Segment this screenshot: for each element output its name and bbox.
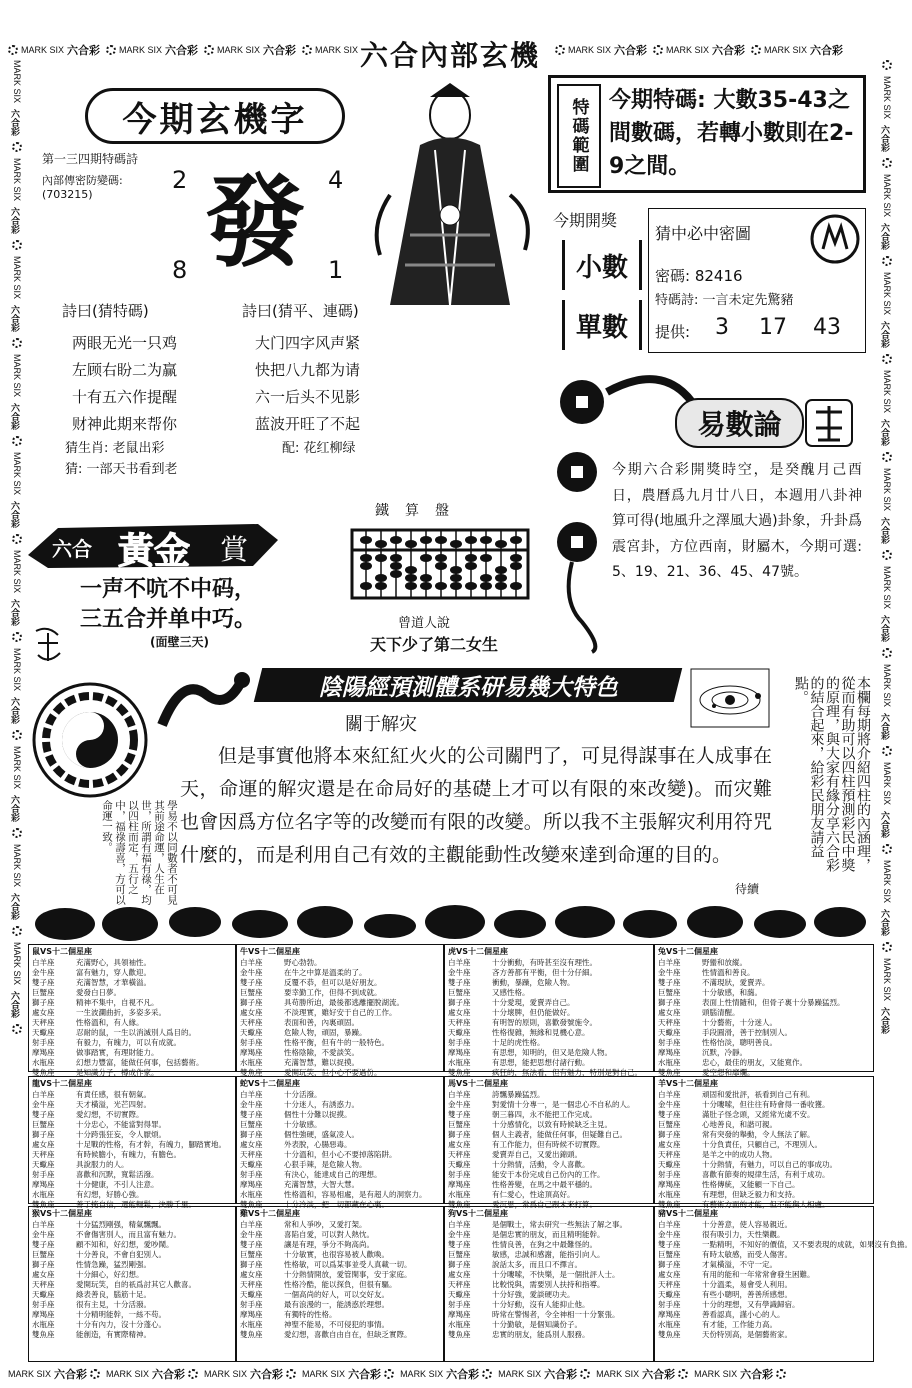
code-label: 密碼: 82416 bbox=[655, 267, 743, 285]
flower-icon bbox=[12, 240, 22, 250]
feature-side-left: 學易不以同數者不可見其前途命運，人生在世，所謂有福有祿，均以四柱而定，五行之中，福祿壽喜，方可以命運一致。 bbox=[101, 800, 178, 905]
table-row: 摩羯座 有獨特的性格。 bbox=[240, 1310, 337, 1319]
provided-number: 17 bbox=[759, 315, 787, 340]
feature-banner-box: 陰陽經預測體系研易幾大特色 bbox=[254, 668, 682, 702]
table-row: 天蠍座 忍耐的鼠，一生以消滅別人爲目的。 bbox=[32, 1028, 196, 1037]
flower-icon bbox=[384, 1369, 394, 1379]
table-row: 處女座 有工作能力，但有時候不切實際。 bbox=[448, 1140, 605, 1149]
zodiac-table-title: 豬VS十二個星座 bbox=[658, 1209, 718, 1218]
table-row: 白羊座 野心勃勃。 bbox=[240, 958, 322, 967]
table-row: 雙子座 性情良善，在狗之中最難怪的。 bbox=[448, 1240, 597, 1249]
flower-icon bbox=[12, 534, 22, 544]
table-row: 水瓶座 有思想，能把思想付諸行動。 bbox=[448, 1058, 590, 1067]
table-row: 金牛座 十分嘍嗦，但往往有時會得一番收獲。 bbox=[658, 1100, 830, 1109]
dragon-illustration bbox=[152, 665, 252, 745]
flower-icon bbox=[882, 158, 892, 168]
table-row: 射手座 有毅力，有魄力，可以有成就。 bbox=[32, 1038, 181, 1047]
zodiac-table-rat bbox=[28, 944, 236, 1077]
table-row: 天蠍座 手段圓滑，善于控制別人。 bbox=[658, 1028, 792, 1037]
flower-icon bbox=[882, 354, 892, 364]
table-row: 白羊座 是個戰士，常去研究一些無法了解之事。 bbox=[448, 1220, 627, 1229]
table-row: 雙子座 個性十分難以捉摸。 bbox=[240, 1110, 352, 1119]
provide-label: 提供: bbox=[655, 323, 691, 341]
table-row: 摩羯座 充滿智慧，大智大慧。 bbox=[240, 1180, 359, 1189]
table-row: 巨蟹座 十分敏實，也很容易被人歡喚。 bbox=[240, 1250, 389, 1259]
left-border-strip: MARK SIX 六合彩 MARK SIX 六合彩 MARK SIX 六合彩 MARK SIX 六合彩 MARK SIX 六合彩 MARK SIX 六合彩 MARK SIX 六合彩 MARK SIX 六合彩 MARK SIX 六合彩 MARK SIX 六合彩 bbox=[6, 60, 22, 1360]
table-row: 獅子座 個性強硬，盛氣凌人。 bbox=[240, 1130, 359, 1139]
flower-icon bbox=[580, 1369, 590, 1379]
table-row: 巨蟹座 十分善良，不會自犯別人。 bbox=[32, 1250, 166, 1259]
flower-icon bbox=[8, 45, 18, 55]
special-range-label: 特碼範圍 bbox=[557, 84, 601, 188]
zodiac-table-dragon bbox=[28, 1076, 236, 1209]
table-row: 天蠍座 十分熱情，有魅力，可以自己的事成功。 bbox=[658, 1160, 837, 1169]
flower-icon bbox=[776, 1369, 786, 1379]
table-row: 射手座 十分的理想，又有學識歸宿。 bbox=[658, 1300, 800, 1309]
table-row: 摩羯座 時常在警惕者，令全神相一十分緊張。 bbox=[448, 1310, 620, 1319]
table-row: 巨蟹座 十分敏感，和藹。 bbox=[658, 988, 762, 997]
poem-line: 两眼无光一只鸡 bbox=[72, 334, 178, 352]
table-row: 天蠍座 具說服力的人。 bbox=[32, 1160, 129, 1169]
provided-number: 3 bbox=[715, 315, 729, 340]
zodiac-table-title: 雞VS十二個星座 bbox=[240, 1209, 300, 1218]
poem-line: 财神此期来帮你 bbox=[72, 415, 178, 433]
feature-subtitle: 關于解灾 bbox=[345, 714, 417, 735]
zodiac-table-horse bbox=[444, 1076, 654, 1209]
table-row: 射手座 喜歡有節奏的規律生活，有利于成功。 bbox=[658, 1170, 830, 1179]
provided-number: 43 bbox=[813, 315, 841, 340]
right-border-strip: MARK SIX 六合彩 MARK SIX 六合彩 MARK SIX 六合彩 MARK SIX 六合彩 MARK SIX 六合彩 MARK SIX 六合彩 MARK SIX 六合彩 MARK SIX 六合彩 MARK SIX 六合彩 MARK SIX 六合彩 bbox=[876, 60, 892, 1360]
flower-icon bbox=[882, 256, 892, 266]
table-row: 白羊座 野蠻和放縱。 bbox=[658, 958, 747, 967]
table-row: 獅子座 性格敏，可以爲某事並受人真載一切。 bbox=[240, 1260, 412, 1269]
flower-icon bbox=[882, 648, 892, 658]
number-bottom-right: 1 bbox=[328, 256, 344, 284]
feature-continue: 待續 bbox=[735, 882, 760, 896]
table-row: 白羊座 常和人爭吵，又愛打架。 bbox=[240, 1220, 367, 1229]
top-border-strip: MARK SIX 六合彩 MARK SIX 六合彩 MARK SIX 六合彩 MARK SIX bbox=[8, 42, 348, 58]
table-row: 雙魚座 愛幻想，喜歡自由自在，但缺乏實際。 bbox=[240, 1330, 412, 1339]
guess-zodiac: 猜生肖: 老鼠出彩 bbox=[65, 441, 165, 456]
table-row: 白羊座 頑固和愛批評，祇看到自己有利。 bbox=[658, 1090, 815, 1099]
table-row: 獅子座 才氣橫溢，不守一定。 bbox=[658, 1260, 777, 1269]
table-row: 雙魚座 忠實的朋友，能爲別人服務。 bbox=[448, 1330, 590, 1339]
flower-icon bbox=[302, 45, 312, 55]
table-row: 巨蟹座 十分感情化，以致有時候缺乏主見。 bbox=[448, 1120, 612, 1129]
table-row: 巨蟹座 愛發白日夢。 bbox=[32, 988, 121, 997]
number-top-left: 2 bbox=[172, 166, 188, 194]
table-row: 天秤座 愛開玩笑，自的祇爲討其它人歡喜。 bbox=[32, 1280, 196, 1289]
zodiac-table-title: 龍VS十二個星座 bbox=[32, 1079, 92, 1088]
flower-icon bbox=[653, 45, 663, 55]
table-row: 白羊座 誇飄暴躁猛烈。 bbox=[448, 1090, 545, 1099]
poem-line: 左顾右盼二为赢 bbox=[72, 361, 178, 379]
table-row: 水瓶座 十分有內力，沒十分蓬心。 bbox=[32, 1320, 166, 1329]
flower-icon bbox=[882, 746, 892, 756]
feature-side-right: 本欄每期將介紹四柱的內涵理，從而有助可以四柱預測彩民中獎的原理，與大家有緣分享六合彩的結合起來，給彩民朋友請益點。 bbox=[793, 676, 871, 872]
table-row: 處女座 不淡理實，雖好安于自己的工作。 bbox=[240, 1008, 397, 1017]
table-row: 獅子座 精神不集中，自視不凡。 bbox=[32, 998, 159, 1007]
table-row: 射手座 十分好動，沒有人能抑止他。 bbox=[448, 1300, 590, 1309]
table-row: 巨蟹座 又感性格。 bbox=[448, 988, 530, 997]
zodiac-table-title: 狗VS十二個星座 bbox=[448, 1209, 508, 1218]
table-row: 白羊座 十分活潑。 bbox=[240, 1090, 322, 1099]
table-row: 金牛座 是個忠實的朋友，而且精明能幹。 bbox=[448, 1230, 605, 1239]
table-row: 射手座 有決心，能達成自己的理想。 bbox=[240, 1170, 382, 1179]
mystery-note: 內部傳密防變碼: bbox=[42, 174, 123, 187]
table-row: 白羊座 十分善意，使人容易親近。 bbox=[658, 1220, 792, 1229]
table-row: 射手座 性格平衡，但有牛的一般特色。 bbox=[240, 1038, 389, 1047]
poem-line: 大门四字风声紧 bbox=[255, 334, 361, 352]
table-row: 摩羯座 十分精明能幹，一絲不苟。 bbox=[32, 1310, 166, 1319]
table-row: 雙魚座 愛沉思，常爲自己跟未來打算。 bbox=[448, 1200, 597, 1209]
table-row: 天蠍座 性格復雜，無緣和見機心意。 bbox=[448, 1028, 590, 1037]
zodiac-table-title: 羊VS十二個星座 bbox=[658, 1079, 718, 1088]
mystery-title: 今期玄機字 bbox=[85, 88, 345, 144]
table-row: 天蠍座 危險人物，頑固，暴躁。 bbox=[240, 1028, 367, 1037]
table-row: 雙魚座 愛開玩笑，但小心不要過份。 bbox=[240, 1068, 382, 1077]
zodiac-table-tiger bbox=[444, 944, 654, 1077]
table-row: 獅子座 性情急躁，猛烈剛强。 bbox=[32, 1260, 151, 1269]
table-row: 白羊座 十分衝動，有時甚至沒有理性。 bbox=[448, 958, 597, 967]
table-row: 射手座 能安于本份完成自己份內的工作。 bbox=[448, 1170, 605, 1179]
yishu-title-box: 易數論 bbox=[675, 398, 804, 448]
table-row: 獅子座 十分愛現，愛賣弄自己。 bbox=[448, 998, 575, 1007]
table-row: 天蠍座 十分熱情，活動，令人喜歡。 bbox=[448, 1160, 590, 1169]
zodiac-table-title: 蛇VS十二個星座 bbox=[240, 1079, 300, 1088]
table-row: 射手座 很有主見，十分活潑。 bbox=[32, 1300, 151, 1309]
table-row: 雙子座 滿肚子怪念頭，又經常光虞不安。 bbox=[658, 1110, 815, 1119]
table-row: 處女座 外表脫，心腸惡毒。 bbox=[240, 1140, 352, 1149]
table-row: 水瓶座 神聖不能易，不可侵犯的事情。 bbox=[240, 1320, 389, 1329]
table-row: 天秤座 性格溫和，有人緣。 bbox=[32, 1018, 144, 1027]
table-row: 處女座 十足戰的性格，有才幹，有魄力，腳踏實地。 bbox=[32, 1140, 226, 1149]
secret-map-title: 猜中必中密圖 bbox=[655, 224, 752, 243]
table-row: 金牛座 十分迷人，有誘惑力。 bbox=[240, 1100, 359, 1109]
flower-icon bbox=[12, 1024, 22, 1034]
zodiac-table-pig bbox=[654, 1206, 912, 1362]
gold-line1: 一声不吭不中码， bbox=[80, 576, 257, 602]
flower-icon bbox=[90, 1369, 100, 1379]
table-row: 水瓶座 幻想力豐富，能做任何事，包括藝術。 bbox=[32, 1058, 204, 1067]
table-row: 水瓶座 有仁愛心，性途頂高好。 bbox=[448, 1190, 575, 1199]
flower-icon bbox=[12, 142, 22, 152]
yi-seal-icon bbox=[804, 398, 854, 448]
table-row: 天蠍座 心狠手辣，是危險人物。 bbox=[240, 1160, 367, 1169]
table-row: 雙魚座 是知識分子，樽成作家。 bbox=[32, 1068, 159, 1077]
table-row: 雙魚座 十分冷淡，把一切都藏在心裏。 bbox=[240, 1200, 389, 1209]
poem1-head: 詩曰(猜特碼) bbox=[62, 302, 149, 320]
flower-icon bbox=[882, 942, 892, 952]
poem-line: 快把八九都为请 bbox=[255, 361, 361, 379]
table-row: 處女座 十分細心，好幻想。 bbox=[32, 1270, 144, 1279]
table-row: 處女座 十分嘍嗦，不快樂，是一個批評人士。 bbox=[448, 1270, 620, 1279]
table-row: 處女座 十分負責任，只顧自己，不理別人。 bbox=[658, 1140, 822, 1149]
table-row: 天秤座 有明智的原則，喜歡發號施令。 bbox=[448, 1018, 597, 1027]
poem2-head: 詩曰(猜平、連碼) bbox=[242, 302, 359, 320]
table-row: 天蠍座 一個高尚的好人，可以交好友。 bbox=[240, 1290, 389, 1299]
table-row: 射手座 喜歡和沉默，寬鬆活潑。 bbox=[32, 1170, 159, 1179]
table-row: 雙魚座 能創造，有實際精神。 bbox=[32, 1330, 151, 1339]
table-row: 天秤座 性格冷酷，能以探負，但很有驅。 bbox=[240, 1280, 397, 1289]
table-row: 金牛座 在牛之中算是溫柔的了。 bbox=[240, 968, 367, 977]
table-row: 獅子座 常有突發的舉動，令人無法了解。 bbox=[658, 1130, 815, 1139]
poem2 bbox=[255, 330, 360, 438]
table-row: 摩羯座 性格傳統，又能顧一下自己。 bbox=[658, 1180, 800, 1189]
table-row: 巨蟹座 有時太敏感，而受人傷害。 bbox=[658, 1250, 792, 1259]
zodiac-table-rabbit bbox=[654, 944, 874, 1077]
table-row: 水瓶座 有理想，但缺乏毅力和支持。 bbox=[658, 1190, 800, 1199]
table-row: 處女座 一生波瀾曲折，多姿多采。 bbox=[32, 1008, 166, 1017]
table-row: 摩羯座 十分健康，不引人注意。 bbox=[32, 1180, 159, 1189]
solar-system-illustration bbox=[690, 668, 770, 728]
table-row: 雙子座 朝三暮四，永不能把工作完成。 bbox=[448, 1110, 597, 1119]
yishu-text: 今期六合彩開獎時空，是癸醜月己酉日，農曆爲九月廿八日，本週用八卦神算可得(地風升之澤風大過)卦象，升卦爲震宮卦，方位西南，財屬木，今期可選: 5、19、21、36、45、47號。 bbox=[612, 462, 862, 580]
table-row: 金牛座 天才橫溢，光芒四射。 bbox=[32, 1100, 151, 1109]
table-row: 天蠍座 綠表善良，腦筋十足。 bbox=[32, 1290, 151, 1299]
flower-icon bbox=[12, 926, 22, 936]
guess-other: 猜: 一部天书看到老 bbox=[65, 462, 178, 477]
flower-icon bbox=[204, 45, 214, 55]
table-row: 天秤座 有時候膽小，有魄力，有膽色。 bbox=[32, 1150, 181, 1159]
table-row: 水瓶座 有幻想，好勝心強。 bbox=[32, 1190, 144, 1199]
table-row: 金牛座 性情溫和善良。 bbox=[658, 968, 755, 977]
table-row: 處女座 有用的能和一年常常會發生困難。 bbox=[658, 1270, 815, 1279]
table-row: 雙魚座 愛空想和靡爛。 bbox=[658, 1068, 755, 1077]
gold-line2: 三五合并单中巧。 bbox=[80, 606, 257, 632]
signature-stamp-icon bbox=[28, 625, 68, 665]
table-row: 摩羯座 善看認真，謹小心的人。 bbox=[658, 1310, 785, 1319]
flower-icon bbox=[678, 1369, 688, 1379]
table-row: 獅子座 表面上性情隨和，但骨子裏十分暴躁猛烈。 bbox=[658, 998, 845, 1007]
flower-icon bbox=[12, 338, 22, 348]
gold-banner: 六合 黃金 賞 bbox=[28, 520, 278, 572]
table-row: 射手座 最有浪漫的一，能誘惑於理想。 bbox=[240, 1300, 389, 1309]
table-row: 水瓶座 有才能，工作能力高。 bbox=[658, 1320, 777, 1329]
flower-icon bbox=[106, 45, 116, 55]
table-row: 雙魚座 天份特別高，是個藝術家。 bbox=[658, 1330, 792, 1339]
number-bottom-left: 8 bbox=[172, 256, 188, 284]
flower-icon bbox=[188, 1369, 198, 1379]
draw-title: 今期開獎 bbox=[553, 211, 618, 230]
table-row: 處女座 十分熱情開放，愛管閑事，安于家庭。 bbox=[240, 1270, 412, 1279]
table-row: 處女座 頭腦清醒。 bbox=[658, 1008, 740, 1017]
flower-icon bbox=[882, 844, 892, 854]
table-row: 雙子座 顧不知和，好幻想，愛吵鬧。 bbox=[32, 1240, 174, 1249]
flower-icon bbox=[882, 60, 892, 70]
table-row: 巨蟹座 敏感，忠誠和感謝，能指引向人。 bbox=[448, 1250, 605, 1259]
special-range-box bbox=[548, 75, 866, 193]
table-row: 雙子座 愛幻想，不切實際。 bbox=[32, 1110, 144, 1119]
zodiac-table-title: 馬VS十二個星座 bbox=[448, 1079, 508, 1088]
page-title: 六合內部玄機 bbox=[359, 39, 540, 72]
poem1 bbox=[72, 330, 177, 438]
table-row: 摩羯座 性格陰險，不愛談笑。 bbox=[240, 1048, 359, 1057]
table-row: 天秤座 十分藝術，十分迷人。 bbox=[658, 1018, 777, 1027]
sage-figure-illustration bbox=[360, 75, 540, 320]
poem-line: 蓝波开旺了不起 bbox=[255, 415, 361, 433]
table-row: 雙子座 讓是有理，爭分不夠高尚。 bbox=[240, 1240, 374, 1249]
table-row: 水瓶座 性格溫和，容易相處，是有超人的洞察力。 bbox=[240, 1190, 427, 1199]
table-row: 天秤座 十分溫和，但小心不要掉落陷阱。 bbox=[240, 1150, 397, 1159]
zodiac-table-rooster bbox=[236, 1206, 444, 1362]
table-row: 天秤座 愛賣弄自己，又愛出錦頭。 bbox=[448, 1150, 582, 1159]
flower-icon bbox=[286, 1369, 296, 1379]
zodiac-table-snake bbox=[236, 1076, 444, 1209]
abacus-illustration bbox=[350, 528, 530, 600]
table-row: 巨蟹座 十分敏感。 bbox=[240, 1120, 322, 1129]
table-row: 金牛座 很有吸引力，天性樂觀。 bbox=[658, 1230, 785, 1239]
table-row: 巨蟹座 心地善良，和諧可親。 bbox=[658, 1120, 777, 1129]
table-row: 雙子座 一點精明，不知好的價值，又不要表現的成就，如果沒有負擔。 bbox=[658, 1240, 912, 1249]
match-text: 配: 花红柳绿 bbox=[282, 441, 356, 456]
abacus-speaker: 曾道人說 bbox=[398, 616, 451, 631]
table-row: 金牛座 對愛情十分專一，是一個忠心不自私的人。 bbox=[448, 1100, 635, 1109]
table-row: 白羊座 充滿野心，具領袖性。 bbox=[32, 958, 151, 967]
table-row: 白羊座 有責任感，很有朝氣。 bbox=[32, 1090, 151, 1099]
mystery-subtitle: 第一三四期特碼詩 bbox=[42, 152, 139, 166]
zodiac-table-goat bbox=[654, 1076, 874, 1209]
gold-sub: (面壁三天) bbox=[150, 635, 209, 649]
table-row: 天秤座 表面和善，內裏頑固。 bbox=[240, 1018, 359, 1027]
table-row: 獅子座 具苟勝所迫，最後都逃離擺脫湖流。 bbox=[240, 998, 404, 1007]
table-row: 雙子座 反覆不恭，但可以是好朋友。 bbox=[240, 978, 382, 987]
table-row: 射手座 十足的虎性格。 bbox=[448, 1038, 545, 1047]
table-row: 獅子座 個人主義者，能做任何事，但疑難自己。 bbox=[448, 1130, 627, 1139]
table-row: 巨蟹座 要幸勤工作，但得不到成就。 bbox=[240, 988, 382, 997]
table-row: 水瓶座 十分勤敏，是個知識份子。 bbox=[448, 1320, 582, 1329]
table-row: 獅子座 說話太多，而且口不擇言。 bbox=[448, 1260, 582, 1269]
flower-icon bbox=[882, 550, 892, 560]
table-row: 獅子座 十分跨張狂妄，令人厭煩。 bbox=[32, 1130, 166, 1139]
secret-map-icon bbox=[809, 213, 861, 265]
table-row: 金牛座 不會傷害別人，而且富有魅力。 bbox=[32, 1230, 181, 1239]
zodiac-table-title: 虎VS十二個星座 bbox=[448, 947, 508, 956]
flower-icon bbox=[12, 828, 22, 838]
table-row: 金牛座 吝方善都有平衡，但十分仔細。 bbox=[448, 968, 597, 977]
flower-icon bbox=[482, 1369, 492, 1379]
table-row: 巨蟹座 十分忠心，不能當對得罪。 bbox=[32, 1120, 166, 1129]
flower-icon bbox=[555, 45, 565, 55]
flower-icon bbox=[12, 632, 22, 642]
table-row: 水瓶座 忠心，最佳的朋友，又能寬作。 bbox=[658, 1058, 807, 1067]
table-row: 處女座 十分壞脾，但仍能做好。 bbox=[448, 1008, 575, 1017]
table-row: 天秤座 十分溫柔，易會受人利用。 bbox=[658, 1280, 792, 1289]
table-row: 天蠍座 有些小聰明，善善所感想。 bbox=[658, 1290, 792, 1299]
table-row: 雙子座 衝動，暴躁，危險人物。 bbox=[448, 978, 575, 987]
table-row: 天秤座 是羊之中的成功人物。 bbox=[658, 1150, 777, 1159]
table-row: 天蠍座 十分好強，愛談硬功夫。 bbox=[448, 1290, 575, 1299]
special-range-text: 今期特碼: 大數35-43之間數碼，若轉小數則在2-9之間。 bbox=[609, 88, 854, 179]
top-border-strip-right: MARK SIX 六合彩 MARK SIX 六合彩 MARK SIX 六合彩 bbox=[555, 42, 891, 58]
feature-body: 但是事實他將本來紅紅火火的公司關門了，可見得謀事在人成事在天，命運的解灾還是在命局好的基礎上才可以有限的來改變)。而灾難也會因爲方位名字等的改變而有限的改變。所以我不主張解灾利用符咒什麼的，而是利用自己有效的主觀能動性改變來達到命運的目的。 bbox=[180, 745, 772, 866]
table-row: 雙子座 充滿智慧，才華橫溢。 bbox=[32, 978, 151, 987]
table-row: 白羊座 十分猛烈剛强，精氣飄飄。 bbox=[32, 1220, 166, 1229]
abacus-title: 鐵 算 盤 bbox=[375, 503, 450, 519]
zodiac-table-monkey bbox=[28, 1206, 236, 1362]
table-row: 金牛座 富有魅力，穿人歡迎。 bbox=[32, 968, 151, 977]
number-top-right: 4 bbox=[328, 166, 344, 194]
zodiac-animals-strip-illustration bbox=[25, 902, 875, 944]
flower-icon bbox=[751, 45, 761, 55]
zodiac-table-dog bbox=[444, 1206, 654, 1362]
flower-icon bbox=[12, 730, 22, 740]
flower-icon bbox=[882, 452, 892, 462]
table-row: 摩羯座 有思想，知明的，但又是危險人物。 bbox=[448, 1048, 612, 1057]
table-row: 天秤座 比較悦與，需要別人扶持和指導。 bbox=[448, 1280, 605, 1289]
zodiac-table-title: 鼠VS十二個星座 bbox=[32, 947, 92, 956]
table-row: 射手座 性格怡淡，聰明善良。 bbox=[658, 1038, 777, 1047]
secret-map-box bbox=[648, 208, 866, 353]
zodiac-table-title: 牛VS十二個星座 bbox=[240, 947, 300, 956]
table-row: 水瓶座 充滿智慧，難以捉摸。 bbox=[240, 1058, 359, 1067]
mystery-big-char: 發 bbox=[205, 163, 305, 281]
table-row: 雙子座 不滿現狀，愛賣弄。 bbox=[658, 978, 770, 987]
poem-line: 十有五六作提醒 bbox=[72, 388, 178, 406]
bagua-chart-illustration bbox=[30, 680, 150, 800]
table-row: 雙魚座 善于掩自信，還能輕鬆，決勝千里。 bbox=[32, 1200, 196, 1209]
mystery-code: (703215) bbox=[42, 188, 93, 201]
poem-line: 六一后头不见影 bbox=[255, 388, 361, 406]
odd-number-box: 單數 bbox=[562, 300, 642, 350]
table-row: 雙魚座 疯狂的，無法看，但有魅力，特別是對自己。 bbox=[448, 1068, 642, 1077]
zodiac-table-title: 兔VS十二個星座 bbox=[658, 947, 718, 956]
zodiac-table-ox bbox=[236, 944, 444, 1077]
table-row: 摩羯座 性格善變，在馬之中最平穩的。 bbox=[448, 1180, 597, 1189]
zodiac-table-title: 猴VS十二個星座 bbox=[32, 1209, 92, 1218]
table-row: 摩羯座 做事踏實，有理財能力。 bbox=[32, 1048, 159, 1057]
special-poem-label: 特碼詩: 一言未定先驚豬 bbox=[655, 293, 794, 308]
abacus-line: 天下少了第二女生 bbox=[370, 635, 499, 654]
table-row: 雙魚座 有藝術方面的才能，但不能與人相處。 bbox=[658, 1200, 830, 1209]
bottom-border-strip: MARK SIX 六合彩 MARK SIX 六合彩 MARK SIX 六合彩 MARK SIX 六合彩 MARK SIX 六合彩 MARK SIX 六合彩 MARK SIX 六合彩 MARK SIX 六合彩 bbox=[8, 1366, 888, 1382]
table-row: 摩羯座 沉默，冷靜。 bbox=[658, 1048, 747, 1057]
table-row: 金牛座 喜陷自愛，可以對人熱忱。 bbox=[240, 1230, 374, 1239]
flower-icon bbox=[12, 436, 22, 446]
small-number-box: 小數 bbox=[562, 240, 642, 290]
